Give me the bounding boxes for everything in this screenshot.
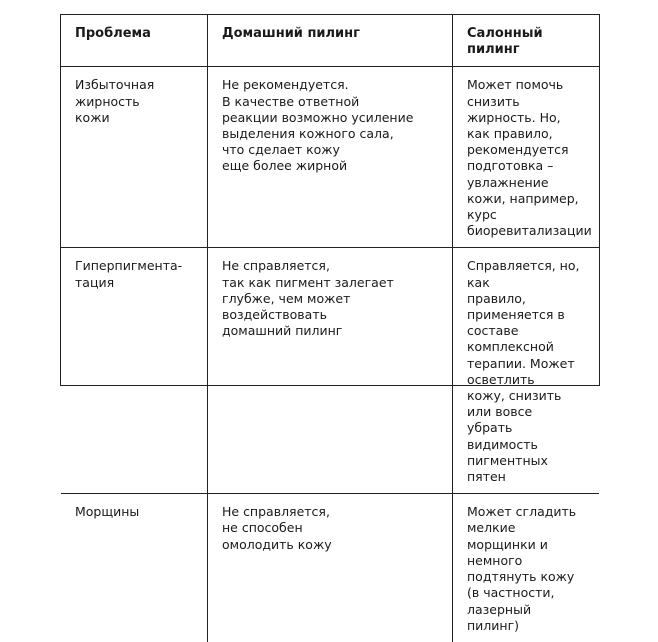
- cell-salon: Справляется, но, как правило, применяется в составе комплексной терапии. Может осветлить кожу, снизить или вовсе убрать видимость пигментных пятен: [453, 248, 600, 494]
- header-salon-peeling: Салонный пилинг: [453, 15, 600, 67]
- header-row: [61, 15, 599, 67]
- table-row: [61, 248, 599, 494]
- table-row: [61, 494, 599, 642]
- cell-problem: Морщины: [61, 494, 208, 642]
- header-home-peeling: Домашний пилинг: [208, 15, 453, 67]
- peeling-comparison-table: [61, 15, 599, 642]
- cell-salon: Может помочь снизить жирность. Но, как правило, рекомендуется подготовка – увлажнение кожи, например, курс биоревитализации: [453, 67, 600, 248]
- table-row: [61, 67, 599, 248]
- cell-home: Не справляется, так как пигмент залегает глубже, чем может воздействовать домашний пилинг: [208, 248, 453, 494]
- cell-salon: Может сгладить мелкие морщинки и немного подтянуть кожу (в частности, лазерный пилинг): [453, 494, 600, 642]
- cell-problem: Избыточная жирность кожи: [61, 67, 208, 248]
- comparison-table: [60, 14, 600, 633]
- cell-home: Не рекомендуется. В качестве ответной реакции возможно усиление выделения кожного сала, что сделает кожу еще более жирной: [208, 67, 453, 248]
- header-problem: Проблема: [61, 15, 208, 67]
- cell-home: Не справляется, не способен омолодить кожу: [208, 494, 453, 642]
- cell-problem: Гиперпигмента- тация: [61, 248, 208, 494]
